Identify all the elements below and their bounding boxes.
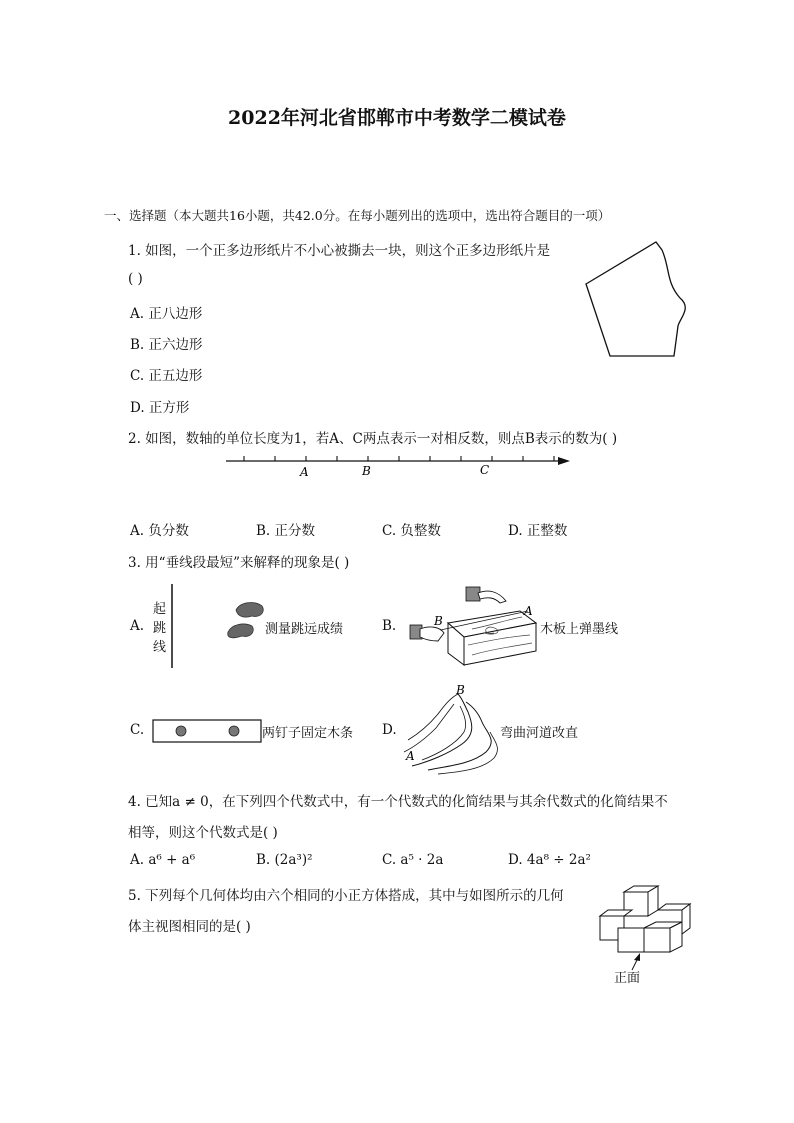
curved-river-figure xyxy=(398,682,504,778)
question-3-option-c-text[interactable]: 两钉子固定木条 xyxy=(262,726,354,741)
point-c-label: C xyxy=(480,463,490,477)
question-1-paren: ( ) xyxy=(128,271,143,287)
question-4-option-c[interactable]: C. a⁵ · 2a xyxy=(382,852,444,868)
page-title: 2022年河北省邯郸市中考数学二模试卷 xyxy=(228,107,566,129)
question-1-option-b[interactable]: B. 正六边形 xyxy=(130,337,203,353)
question-4-option-b[interactable]: B. (2a³)² xyxy=(256,852,313,868)
question-3-option-a-letter[interactable]: A. xyxy=(130,618,145,634)
cube-stack-figure xyxy=(596,882,696,972)
question-3-option-d-letter[interactable]: D. xyxy=(382,722,397,738)
question-3-option-d-text[interactable]: 弯曲河道改直 xyxy=(500,726,579,741)
question-3-option-b-text[interactable]: 木板上弹墨线 xyxy=(540,622,619,637)
question-3-option-b-letter[interactable]: B. xyxy=(382,618,397,634)
question-5-stem: 5. 下列每个几何体均由六个相同的小正方体搭成，其中与如图所示的几何 xyxy=(128,888,564,904)
question-4-stem: 4. 已知a ≠ 0，在下列四个代数式中，有一个代数式的化简结果与其余代数式的化简结果不 xyxy=(128,794,668,810)
front-view-label: 正面 xyxy=(614,971,641,986)
river-point-a-label: A xyxy=(406,749,415,763)
question-2-option-a[interactable]: A. 负分数 xyxy=(130,523,189,539)
point-a-label: A xyxy=(300,465,309,479)
number-line-figure xyxy=(224,452,574,482)
section-header: 一、选择题（本大题共16小题，共42.0分。在每小题列出的选项中，选出符合题目的一项） xyxy=(104,208,611,223)
question-1-option-d[interactable]: D. 正方形 xyxy=(130,400,190,416)
question-2-option-d[interactable]: D. 正整数 xyxy=(508,523,568,539)
question-2-option-c[interactable]: C. 负整数 xyxy=(382,523,441,539)
point-b-label: B xyxy=(362,464,371,478)
question-5-stem-continued: 体主视图相同的是( ) xyxy=(128,919,251,935)
question-4-option-a[interactable]: A. a⁶ + a⁶ xyxy=(130,852,196,868)
ink-line-point-a-label: A xyxy=(524,604,533,618)
takeoff-line-char-1: 起 xyxy=(153,602,167,617)
takeoff-line-char-3: 线 xyxy=(153,640,167,655)
question-2-option-b[interactable]: B. 正分数 xyxy=(256,523,316,539)
torn-polygon-figure xyxy=(580,238,700,362)
question-1-stem: 1. 如图，一个正多边形纸片不小心被撕去一块，则这个正多边形纸片是 xyxy=(128,243,551,259)
question-3-option-a-text[interactable]: 测量跳远成绩 xyxy=(265,622,344,637)
ink-line-point-b-label: B xyxy=(434,614,443,628)
nailed-strip-figure xyxy=(152,718,264,744)
river-point-b-label: B xyxy=(456,683,465,697)
takeoff-line-char-2: 跳 xyxy=(153,621,167,636)
question-4-stem-continued: 相等，则这个代数式是( ) xyxy=(128,825,278,841)
question-2-stem: 2. 如图，数轴的单位长度为1，若A、C两点表示一对相反数，则点B表示的数为( ) xyxy=(128,431,618,447)
question-4-option-d[interactable]: D. 4a⁸ ÷ 2a² xyxy=(508,852,591,868)
question-1-option-a[interactable]: A. 正八边形 xyxy=(130,306,203,322)
ink-line-board-figure xyxy=(402,585,540,665)
long-jump-figure xyxy=(170,582,270,672)
question-3-stem: 3. 用“垂线段最短”来解释的现象是( ) xyxy=(128,555,350,571)
question-1-option-c[interactable]: C. 正五边形 xyxy=(130,368,203,384)
question-3-option-c-letter[interactable]: C. xyxy=(130,722,145,738)
